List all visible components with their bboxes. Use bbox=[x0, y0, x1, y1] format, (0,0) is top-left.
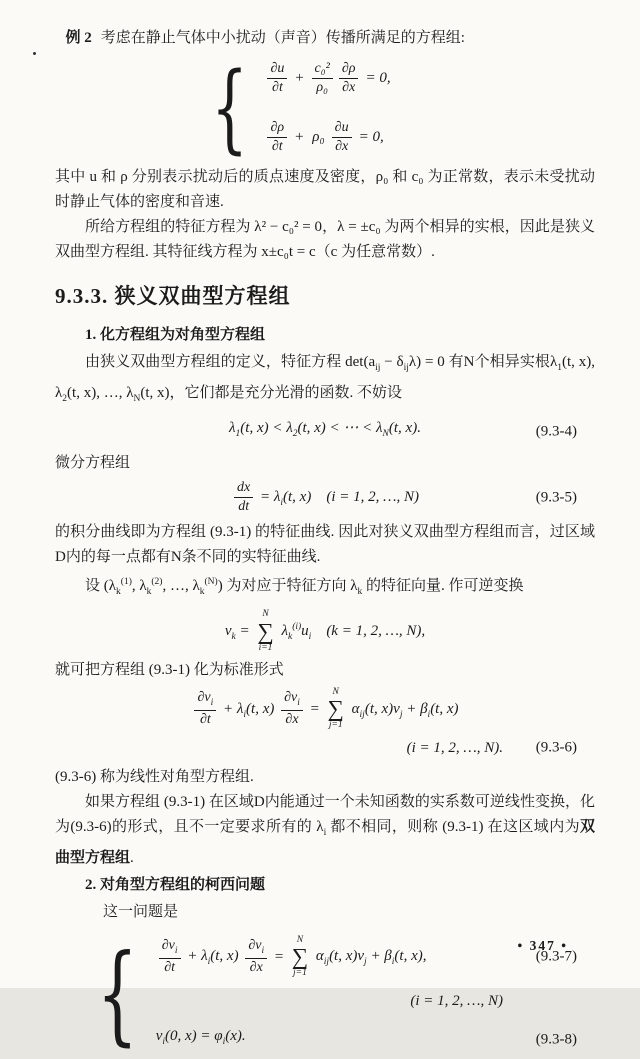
equation-935 bbox=[55, 480, 595, 516]
lambda-term: + $\lambda_i(t$, x) bbox=[219, 700, 279, 720]
plus-sign: + bbox=[294, 129, 305, 146]
example-label: 例 2 bbox=[65, 30, 92, 46]
diff-system-label: 微分方程组 bbox=[55, 455, 131, 472]
subsection-2-heading: 2. 对角型方程组的柯西问题 bbox=[85, 876, 266, 893]
hyperbolic-definition-paragraph: 如果方程组 (9.3-1) 在区域D内能通过一个未知函数的实系数可逆线性变换，化为(9.3-6)的形式，且不一定要求所有的 $\lambda_i$ 都不相同，则称 (9.3-1) 在这区域内为双曲型方程组. bbox=[55, 793, 595, 866]
characteristic-paragraph: 所给方程组的特征方程为 λ² − c₀² = 0，λ = ±c₀ 为两个相异的实根，因此是狭义双曲型方程组. 其特征线方程为 x±c₀t = c（c 为任意常数）. bbox=[55, 219, 595, 261]
sound-equation-2 bbox=[264, 120, 394, 155]
rhs-terms: $\alpha_{ij}(t$, $x)v_j + \beta_i(t$, x), bbox=[312, 948, 427, 968]
fraction-dvi-dx: $\frac{\partial v_i}{\partial x}$ bbox=[245, 938, 267, 976]
equals-zero: = 0, bbox=[358, 129, 384, 146]
initial-condition: $v_i(0$, $x) = \varphi_i(x)$. bbox=[155, 1028, 246, 1048]
fraction-dx-dt: $\frac{dx}{dt}$ bbox=[234, 480, 253, 515]
fraction-drho-dt: $\frac{\partial\rho}{\partial t}$ bbox=[267, 120, 287, 155]
equation-936-block bbox=[55, 687, 595, 761]
equation-936-line2 bbox=[55, 736, 595, 761]
definition-paragraph: 由狭义双曲型方程组的定义，特征方程 $\det(a_{ij} - \delta_{ij}\lambda) = 0$ 有N个相异实根$\lambda_1(t$, x), $\lambda_2(t$, x), …, $\lambda_N(t$, x)，它们都是充分光滑的函数. 不妨设 bbox=[55, 354, 596, 405]
fraction-du-dx: $\frac{\partial u}{\partial x}$ bbox=[332, 120, 352, 155]
equation-system-cauchy bbox=[55, 931, 595, 1059]
summation-icon: N ∑ j=1 bbox=[291, 934, 309, 978]
example-intro-text: 考虑在静止气体中小扰动（声音）传播所满足的方程组: bbox=[100, 30, 465, 46]
plus-sign: + bbox=[294, 70, 305, 87]
summation-icon: N ∑ i=1 bbox=[257, 609, 274, 653]
where-paragraph: 其中 u 和 ρ 分别表示扰动后的质点速度及密度，ρ₀ 和 c₀ 为正常数，表示未受扰动时静止气体的密度和音速. bbox=[55, 169, 595, 211]
equation-tag-937: (9.3-7) bbox=[535, 948, 577, 965]
fraction-c0-rho0: $\frac{\text{c₀²}}{\text{ρ₀}}$ bbox=[312, 61, 333, 96]
cauchy-intro-paragraph: 这一问题是 bbox=[103, 903, 179, 920]
subsection-1-heading: 1. 化方程组为对角型方程组 bbox=[85, 327, 266, 344]
equation-system-sound bbox=[27, 52, 567, 165]
equation-938-line bbox=[156, 1024, 595, 1055]
equals-sign: = bbox=[270, 948, 288, 965]
equation-tag-934: (9.3-4) bbox=[535, 423, 577, 440]
section-heading-933: 9.3.3. 狭义双曲型方程组 bbox=[55, 284, 291, 309]
rhs-terms: $\alpha_{ij}(t$, $x)v_j + \beta_i(t$, x) bbox=[347, 700, 459, 720]
sound-equation-1 bbox=[264, 61, 394, 96]
summation-icon: N ∑ j=1 bbox=[327, 687, 344, 731]
equation-935-rest: = $\lambda_i(t$, x) (i = 1, 2, …, N) bbox=[256, 489, 419, 509]
scan-speck bbox=[33, 52, 36, 55]
index-range: (i = 1, 2, …, N) bbox=[410, 993, 503, 1010]
page-number: • 347 • bbox=[517, 938, 568, 953]
fraction-dvi-dt: $\frac{\partial v_i}{\partial t}$ bbox=[194, 690, 216, 728]
equation-tag-935: (9.3-5) bbox=[535, 489, 577, 506]
fraction-du-dt: $\frac{\partial u}{\partial t}$ bbox=[267, 61, 287, 96]
vk-lhs: $v_k$ = bbox=[224, 623, 254, 643]
equals-zero: = 0, bbox=[365, 70, 391, 87]
fraction-dvi-dx: $\frac{\partial v_i}{\partial x}$ bbox=[281, 690, 303, 728]
standard-form-paragraph: 就可把方程组 (9.3-1) 化为标准形式 bbox=[55, 662, 284, 679]
sound-system-rows bbox=[264, 57, 394, 159]
integral-curve-paragraph: 的积分曲线即为方程组 (9.3-1) 的特征曲线. 因此对狭义双曲型方程组而言，过区域D内的每一点都有N条不同的实特征曲线. bbox=[55, 524, 595, 566]
example-paragraph bbox=[55, 26, 595, 51]
equation-937-line2 bbox=[156, 989, 595, 1014]
equation-934-body: $\lambda_1(t$, $x) < \lambda_2(t$, x) < ⋯ < $\lambda_N(t$, x). bbox=[229, 420, 421, 440]
fraction-dvi-dt: $\frac{\partial v_i}{\partial t}$ bbox=[159, 938, 181, 976]
left-brace-icon: { bbox=[211, 52, 249, 165]
fraction-drho-dx: $\frac{\partial\rho}{\partial x}$ bbox=[339, 61, 359, 96]
lambda-term: + $\lambda_i(t$, x) bbox=[183, 948, 243, 968]
left-brace-icon: { bbox=[96, 931, 138, 1057]
vk-rhs: $\lambda_k^{(i)}u_i$ (k = 1, 2, …, N), bbox=[277, 622, 426, 643]
rho0-coefficient: ρ₀ bbox=[312, 129, 325, 146]
equation-934 bbox=[55, 416, 595, 447]
equation-936-line1 bbox=[55, 687, 595, 732]
equals-sign: = bbox=[305, 700, 324, 717]
diagonal-name-paragraph: (9.3-6) 称为线性对角型方程组. bbox=[55, 768, 254, 785]
eigenvector-paragraph: 设 ($\lambda_k^{(1)}$, $\lambda_k^{(2)}$, …, $\lambda_k^{(N)}$) 为对应于特征方向 $\lambda_k$ 的特征向量. 作可逆变换 bbox=[85, 577, 524, 598]
equation-tag-938: (9.3-8) bbox=[535, 1031, 577, 1048]
equation-tag-936: (9.3-6) bbox=[535, 739, 577, 756]
index-range: (i = 1, 2, …, N). bbox=[406, 739, 503, 756]
equation-vk bbox=[55, 609, 595, 654]
